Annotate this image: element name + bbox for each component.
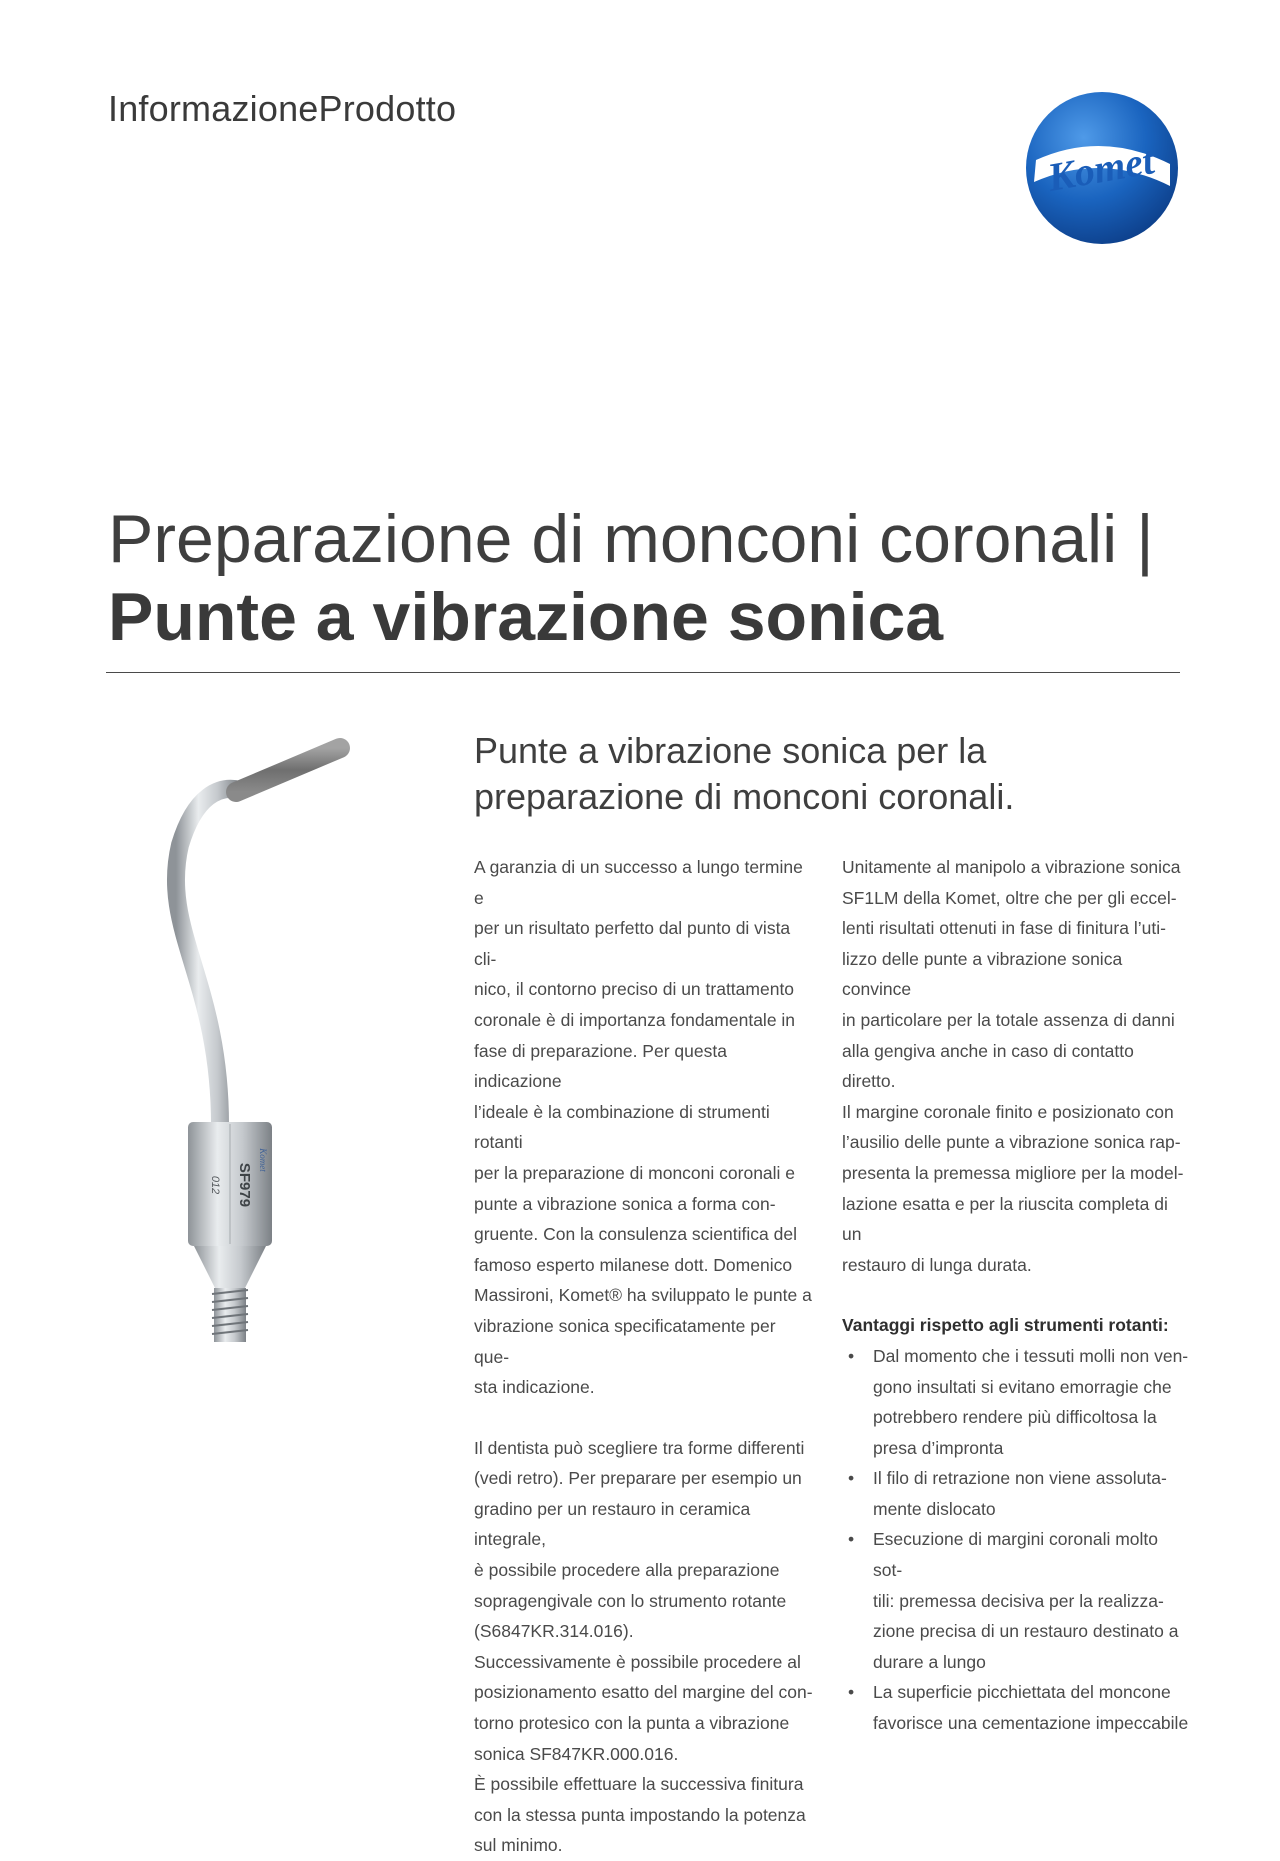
text-line: durare a lungo bbox=[873, 1651, 986, 1672]
list-item-text bbox=[873, 1682, 1188, 1733]
header-title: InformazioneProdotto bbox=[108, 88, 457, 129]
text-line: sopragengivale con lo strumento rotante bbox=[474, 1590, 787, 1611]
text-line: gradino per un restauro in ceramica integrale, bbox=[474, 1498, 751, 1550]
subtitle-line2: preparazione di monconi coronali. bbox=[474, 776, 1015, 817]
text-line: l’ideale è la combinazione di strumenti rotanti bbox=[474, 1101, 770, 1153]
text-line: gono insultati si evitano emorragie che bbox=[873, 1376, 1172, 1397]
text-line: sul minimo. bbox=[474, 1835, 563, 1856]
text-line: fase di preparazione. Per questa indicazione bbox=[474, 1040, 727, 1092]
list-item bbox=[842, 1341, 1190, 1463]
right-text-column bbox=[842, 852, 1190, 1739]
komet-logo bbox=[1024, 90, 1180, 246]
bullet-icon: • bbox=[848, 1345, 855, 1366]
text-line: posizionamento esatto del margine del con- bbox=[474, 1682, 813, 1703]
text-line: Il filo di retrazione non viene assoluta- bbox=[873, 1468, 1167, 1489]
text-line: favorisce una cementazione impeccabile bbox=[873, 1713, 1189, 1734]
page-title-line1: Preparazione di monconi coronali | bbox=[108, 501, 1154, 577]
text-line: restauro di lunga durata. bbox=[842, 1254, 1032, 1275]
bullet-icon: • bbox=[848, 1682, 855, 1703]
tip-engraving-model: SF979 bbox=[236, 1162, 253, 1208]
list-item bbox=[842, 1677, 1190, 1738]
text-line: Il margine coronale finito e posizionato con bbox=[842, 1101, 1174, 1122]
advantages-list bbox=[842, 1341, 1190, 1739]
text-line: mente dislocato bbox=[873, 1498, 996, 1519]
text-line: vibrazione sonica specificatamente per que- bbox=[474, 1315, 776, 1367]
title-divider bbox=[106, 672, 1180, 673]
text-line: gruente. Con la consulenza scientifica del bbox=[474, 1224, 797, 1245]
text-line: Unitamente al manipolo a vibrazione sonica bbox=[842, 857, 1181, 877]
tip-engraving-size: 012 bbox=[209, 1175, 221, 1195]
right-paragraph-1 bbox=[842, 852, 1190, 1280]
text-line: lenti risultati ottenuti in fase di finitura l’uti- bbox=[842, 918, 1166, 939]
tip-thread bbox=[212, 1288, 248, 1342]
text-line: potrebbero rendere più difficoltosa la bbox=[873, 1407, 1157, 1428]
text-line: è possibile procedere alla preparazione bbox=[474, 1560, 780, 1581]
left-paragraph-2 bbox=[474, 1433, 814, 1861]
text-line: presenta la premessa migliore per la model- bbox=[842, 1162, 1184, 1183]
text-line: (S6847KR.314.016). bbox=[474, 1621, 634, 1642]
text-line: Il dentista può scegliere tra forme differenti bbox=[474, 1437, 805, 1458]
text-line: presa d’impronta bbox=[873, 1437, 1004, 1458]
tip-diamond-coating bbox=[236, 748, 340, 792]
subtitle-line1: Punte a vibrazione sonica per la bbox=[474, 730, 987, 771]
page-title bbox=[108, 500, 1178, 656]
advantages-heading: Vantaggi rispetto agli strumenti rotanti: bbox=[842, 1315, 1169, 1336]
text-line: lazione esatta e per la riuscita completa di un bbox=[842, 1193, 1168, 1245]
text-line: Massironi, Komet® ha sviluppato le punte a bbox=[474, 1285, 812, 1306]
text-line: coronale è di importanza fondamentale in bbox=[474, 1009, 796, 1030]
tip-neck bbox=[194, 1246, 266, 1290]
text-line: in particolare per la totale assenza di danni bbox=[842, 1009, 1175, 1030]
text-line: famoso esperto milanese dott. Domenico bbox=[474, 1254, 793, 1275]
list-item-text bbox=[873, 1529, 1178, 1671]
text-line: (vedi retro). Per preparare per esempio un bbox=[474, 1468, 802, 1489]
text-line: alla gengiva anche in caso di contatto diretto. bbox=[842, 1040, 1134, 1092]
list-item bbox=[842, 1463, 1190, 1524]
list-item bbox=[842, 1524, 1190, 1677]
text-line: lizzo delle punte a vibrazione sonica convince bbox=[842, 948, 1123, 1000]
tip-engraving-brand: Komet bbox=[258, 1148, 268, 1172]
logo-wordmark: Komet bbox=[1044, 137, 1158, 201]
bullet-icon: • bbox=[848, 1468, 855, 1489]
text-line: Dal momento che i tessuti molli non ven- bbox=[873, 1345, 1189, 1366]
text-line: tili: premessa decisiva per la realizza- bbox=[873, 1590, 1164, 1611]
text-line: l’ausilio delle punte a vibrazione sonica rap- bbox=[842, 1132, 1181, 1153]
text-line: A garanzia di un successo a lungo termine e bbox=[474, 857, 803, 908]
text-line: SF1LM della Komet, oltre che per gli eccel- bbox=[842, 887, 1177, 908]
section-subtitle bbox=[474, 728, 1194, 820]
text-line: zione precisa di un restauro destinato a bbox=[873, 1621, 1179, 1642]
page-title-line2: Punte a vibrazione sonica bbox=[108, 579, 944, 655]
text-line: nico, il contorno preciso di un trattamento bbox=[474, 979, 795, 1000]
list-item-text bbox=[873, 1346, 1188, 1458]
text-line: per un risultato perfetto dal punto di vista cli- bbox=[474, 918, 791, 969]
text-line: È possibile effettuare la successiva finitura bbox=[474, 1774, 804, 1795]
list-item-text bbox=[873, 1468, 1167, 1519]
text-line: torno protesico con la punta a vibrazione bbox=[474, 1713, 790, 1734]
left-text-column bbox=[474, 852, 814, 1861]
text-line: per la preparazione di monconi coronali e bbox=[474, 1162, 796, 1183]
left-paragraph-1 bbox=[474, 852, 814, 1403]
text-line: Successivamente è possibile procedere al bbox=[474, 1651, 801, 1672]
text-line: sta indicazione. bbox=[474, 1377, 595, 1398]
bullet-icon: • bbox=[848, 1529, 855, 1550]
tip-shaft bbox=[176, 789, 240, 1125]
text-line: punte a vibrazione sonica a forma con- bbox=[474, 1193, 776, 1214]
text-line: La superficie picchiettata del moncone bbox=[873, 1682, 1171, 1703]
sonic-tip-image bbox=[140, 730, 380, 1350]
text-line: con la stessa punta impostando la potenza bbox=[474, 1804, 806, 1825]
text-line: Esecuzione di margini coronali molto sot- bbox=[873, 1529, 1158, 1581]
text-line: sonica SF847KR.000.016. bbox=[474, 1743, 679, 1764]
